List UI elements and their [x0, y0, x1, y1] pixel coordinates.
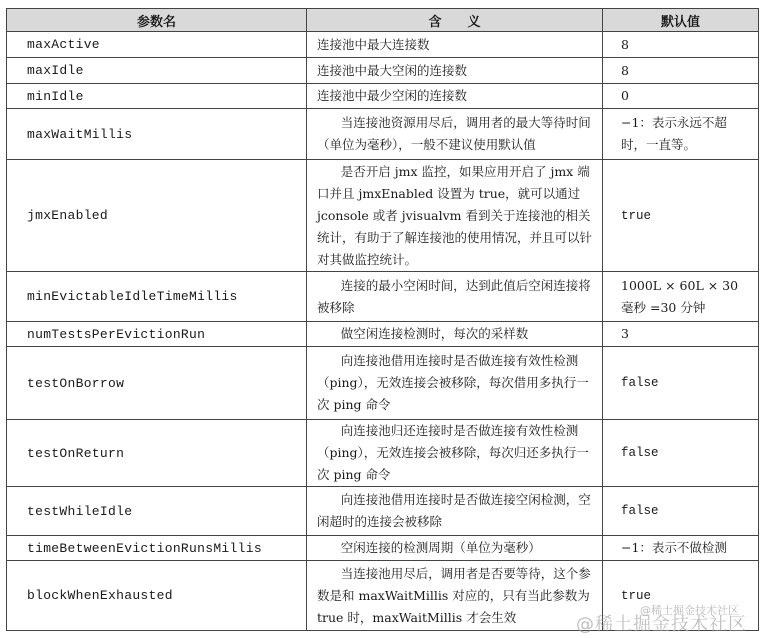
param-meaning: 连接的最小空闲时间，达到此值后空闲连接将被移除 — [307, 272, 603, 322]
param-name: testOnReturn — [7, 420, 307, 487]
param-name: maxActive — [7, 32, 307, 58]
header-param-name: 参数名 — [7, 9, 307, 32]
parameters-table — [6, 8, 759, 631]
table-row — [7, 32, 759, 58]
param-name: timeBetweenEvictionRunsMillis — [7, 536, 307, 561]
table-row — [7, 160, 759, 272]
param-default: 3 — [603, 322, 759, 347]
table-row — [7, 420, 759, 487]
param-name: minIdle — [7, 84, 307, 109]
param-default: true — [603, 160, 759, 272]
param-default: 8 — [603, 32, 759, 58]
param-name: jmxEnabled — [7, 160, 307, 272]
param-default: true — [603, 561, 759, 631]
param-meaning: 连接池中最大连接数 — [307, 32, 603, 58]
param-name: minEvictableIdleTimeMillis — [7, 272, 307, 322]
param-name: testWhileIdle — [7, 487, 307, 536]
param-default: 8 — [603, 58, 759, 84]
param-default: −1：表示永远不超时，一直等。 — [603, 109, 759, 160]
param-meaning: 向连接池借用连接时是否做连接有效性检测（ping），无效连接会被移除，每次借用多执行一次 ping 命令 — [307, 347, 603, 420]
param-meaning: 向连接池归还连接时是否做连接有效性检测（ping），无效连接会被移除，每次归还多执行一次 ping 命令 — [307, 420, 603, 487]
param-name: blockWhenExhausted — [7, 561, 307, 631]
param-meaning: 空闲连接的检测周期（单位为毫秒） — [307, 536, 603, 561]
param-name: testOnBorrow — [7, 347, 307, 420]
table-row — [7, 487, 759, 536]
table-header-row — [7, 9, 759, 32]
param-meaning: 当连接池用尽后，调用者是否要等待，这个参数是和 maxWaitMillis 对应的，只有当此参数为 true 时，maxWaitMillis 才会生效 — [307, 561, 603, 631]
param-meaning: 做空闲连接检测时，每次的采样数 — [307, 322, 603, 347]
table-row — [7, 84, 759, 109]
watermark-small: @稀土掘金技术社区 — [640, 604, 739, 617]
table-row — [7, 347, 759, 420]
table-row — [7, 322, 759, 347]
param-default: false — [603, 487, 759, 536]
watermark: @稀土掘金技术社区 — [576, 614, 747, 635]
table-row — [7, 272, 759, 322]
header-default: 默认值 — [603, 9, 759, 32]
param-name: maxWaitMillis — [7, 109, 307, 160]
param-name: numTestsPerEvictionRun — [7, 322, 307, 347]
header-meaning: 含 义 — [307, 9, 603, 32]
param-meaning: 向连接池借用连接时是否做连接空闲检测，空闲超时的连接会被移除 — [307, 487, 603, 536]
param-meaning: 连接池中最大空闲的连接数 — [307, 58, 603, 84]
param-default: 0 — [603, 84, 759, 109]
table-row — [7, 536, 759, 561]
param-default: −1：表示不做检测 — [603, 536, 759, 561]
table-row — [7, 58, 759, 84]
param-meaning: 连接池中最少空闲的连接数 — [307, 84, 603, 109]
param-default: false — [603, 420, 759, 487]
table-row — [7, 109, 759, 160]
param-meaning: 当连接池资源用尽后，调用者的最大等待时间（单位为毫秒），一般不建议使用默认值 — [307, 109, 603, 160]
param-default: 1000L × 60L × 30 毫秒 =30 分钟 — [603, 272, 759, 322]
param-default: false — [603, 347, 759, 420]
param-meaning: 是否开启 jmx 监控，如果应用开启了 jmx 端口并且 jmxEnabled 设置为 true，就可以通过 jconsole 或者 jvisualvm 看到关于连接池的相关统计，有助于了解连接池的使用情况，并且可以针对其做监控统计。 — [307, 160, 603, 272]
param-name: maxIdle — [7, 58, 307, 84]
